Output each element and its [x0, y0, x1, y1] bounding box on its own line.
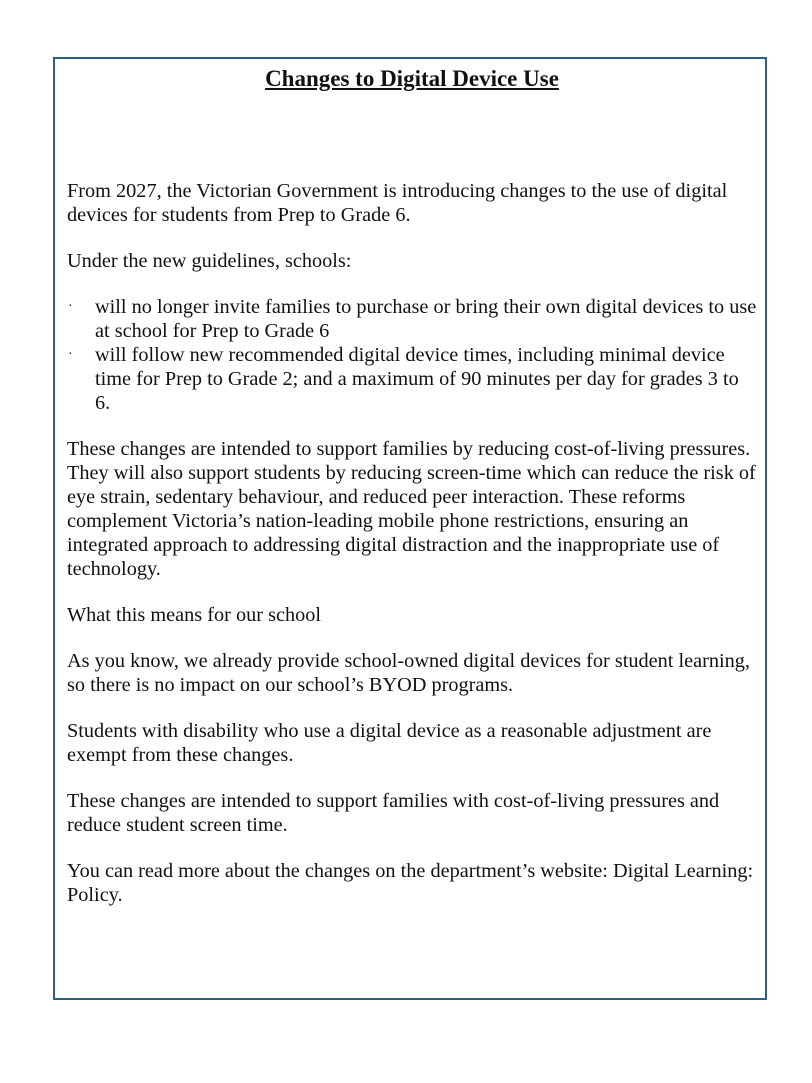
bullet-marker: · [68, 347, 73, 362]
disability-note-paragraph: Students with disability who use a digital device as a reasonable adjustment are exempt from these changes. [67, 720, 712, 766]
guidelines-lead: Under the new guidelines, schools: [67, 250, 352, 272]
bullet-marker: · [68, 299, 73, 314]
list-item [67, 295, 757, 343]
document-title: Changes to Digital Device Use [265, 66, 559, 91]
section-heading: What this means for our school [67, 604, 322, 626]
list-item-text: will follow new recommended digital device times, including minimal device time for Prep to Grade 2; and a maximum of 90 minutes per day for grades 3 to 6. [95, 344, 739, 414]
rationale-paragraph: These changes are intended to support families by reducing cost-of-living pressures. They will also support students by reducing screen-time which can reduce the risk of eye strain, sedentary behaviour, and reduced peer interaction. These reforms complement Victoria’s nation-leading mobile phone restrictions, ensuring an integrated approach to addressing digital distraction and the inappropriate use of technology. [67, 438, 756, 580]
document-body [67, 64, 757, 929]
list-item-text: will no longer invite families to purchase or bring their own digital devices to use at school for Prep to Grade 6 [95, 296, 757, 342]
school-impact-paragraph: As you know, we already provide school-owned digital devices for student learning, so there is no impact on our school’s BYOD programs. [67, 650, 750, 696]
summary-paragraph: These changes are intended to support families with cost-of-living pressures and reduce student screen time. [67, 790, 720, 836]
list-item [67, 343, 757, 415]
intro-paragraph: From 2027, the Victorian Government is introducing changes to the use of digital devices for students from Prep to Grade 6. [67, 180, 728, 226]
read-more-paragraph: You can read more about the changes on the department’s website: Digital Learning: Policy. [67, 860, 754, 906]
guidelines-list [67, 295, 757, 415]
